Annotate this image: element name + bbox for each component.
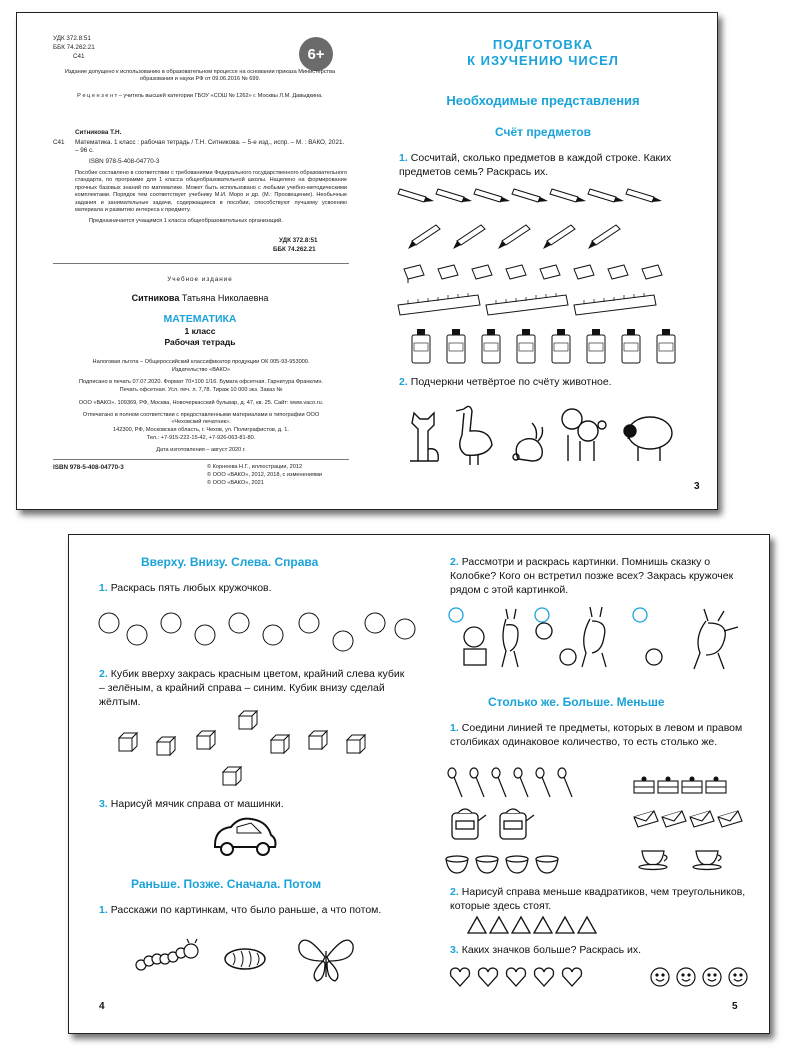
book-description: Пособие составлено в соответствии с требованиями Федерального государственного образовательного стандарта, по программе для 1 класса общеобразовательной школы. Нацелено на формирование прочных базовых знаний по математике. Может быть использовано с любыми учебно-методическими комплектами. Порядок тем соответствует учебнику М.И. Моро и др. (М.: Просвещение). Необычные задания и занимательные задачи, содержащиеся в пособии, способствуют лучшему усвоению материала и развитию интереса к предмету.	[75, 170, 347, 214]
cups-row	[639, 851, 721, 870]
goose-icon	[456, 406, 492, 465]
divider-bottom	[53, 459, 349, 460]
spread-pages-2-3	[16, 12, 718, 510]
spoon-icon	[536, 768, 550, 797]
printer-phone: Тел.: +7-915-222-15-42, +7-926-063-81-80.	[146, 435, 256, 441]
glue-bottle-icon	[587, 329, 605, 363]
task-color-cubes	[99, 667, 405, 709]
heart-icon[interactable]	[535, 968, 554, 986]
smiley-icon[interactable]	[651, 968, 669, 986]
copyright-illustrations: © Корнеева Н.Г., иллюстрации, 2012	[207, 464, 303, 470]
signs-row	[450, 967, 750, 989]
circle-shape[interactable]	[99, 613, 119, 633]
bowl-icon	[446, 856, 468, 873]
circle-shape[interactable]	[333, 631, 353, 651]
printer-address: 142300, РФ, Московская область, г. Чехов, ул. Полиграфистов, д. 1.	[113, 427, 289, 433]
cup-icon	[693, 851, 721, 870]
envelope-icon	[718, 811, 742, 827]
task-count-items	[399, 151, 689, 179]
envelopes-row	[634, 811, 742, 827]
car-icon	[211, 815, 281, 861]
eraser-icon	[506, 265, 526, 279]
triangle-shape	[578, 917, 596, 933]
poodle-icon	[562, 409, 606, 461]
triangle-shape	[534, 917, 552, 933]
imprint-page	[17, 13, 368, 509]
age-rating-badge: 6+	[299, 37, 333, 71]
cube-shape[interactable]	[223, 767, 241, 785]
kettle-icon	[452, 809, 486, 839]
eraser-icon	[404, 265, 424, 283]
task-number: 2.	[99, 668, 108, 680]
pencil-icon	[550, 189, 586, 202]
page-4	[69, 535, 420, 1033]
life-cycle-pictures	[135, 931, 375, 985]
spread-pages-4-5	[68, 534, 770, 1034]
task-number: 1.	[399, 152, 408, 164]
made-date: Дата изготовления – август 2020 г.	[156, 447, 246, 453]
catalog-author: Ситникова Т.Н.	[75, 129, 122, 136]
task-kolobok	[450, 555, 750, 597]
bbk-code: ББК 74.262.21	[53, 44, 95, 51]
caterpillar-icon	[136, 939, 198, 970]
triangle-shape	[490, 917, 508, 933]
glue-bottle-icon	[447, 329, 465, 363]
circle-shape[interactable]	[229, 613, 249, 633]
task-text: Подчеркни четвёртое по счёту животное.	[410, 376, 612, 388]
pencils-row	[398, 183, 698, 213]
author-given-names: Татьяна Николаевна	[181, 293, 269, 303]
ruler-icon	[574, 293, 656, 315]
edition-type: Учебное издание	[167, 276, 233, 283]
smiley-icon[interactable]	[703, 968, 721, 986]
task-draw-ball	[99, 797, 399, 811]
catalog-entry: Математика. 1 класс : рабочая тетрадь / Т.Н. Ситникова. – 5-е изд., испр. – М. : ВАКО, 2021. – 96 с.	[75, 139, 345, 154]
tax-info: Налоговая льгота – Общероссийский классификатор продукции ОК 005-93-953000.	[92, 359, 310, 365]
heart-icon[interactable]	[451, 968, 470, 986]
section-title-comparison: Столько же. Больше. Меньше	[488, 695, 665, 709]
cube-shape[interactable]	[309, 731, 327, 749]
eraser-icon	[472, 265, 492, 279]
task-fourth-animal	[399, 375, 689, 389]
task-number: 2.	[399, 376, 408, 388]
cube-shape[interactable]	[271, 735, 289, 753]
cube-shape[interactable]	[197, 731, 215, 749]
task-tell-story	[99, 903, 399, 917]
left-column-items	[446, 767, 586, 879]
task-number: 1.	[99, 582, 108, 594]
chapter-title-line1: ПОДГОТОВКА	[492, 37, 594, 52]
rulers-row	[398, 291, 698, 325]
catalog-code: С41	[53, 139, 65, 146]
author-full-name	[61, 293, 339, 303]
pencil-icon	[588, 189, 624, 202]
bowl-icon	[476, 856, 498, 873]
approval-text: Издание допущено к использованию в образовательном процессе на основании приказа Министерства образования и науки РФ от 09.06.2016 № 699.	[64, 69, 336, 83]
bowl-icon	[536, 856, 558, 873]
glue-bottle-icon	[552, 329, 570, 363]
pen-icon	[408, 225, 440, 249]
kolobok-pictures	[448, 607, 748, 677]
task-text: Кубик вверху закрась красным цветом, крайний слева кубик – зелёным, а крайний справа – синим. Кубик внизу сделай жёлтым.	[99, 668, 405, 708]
circles-group	[99, 603, 399, 663]
triangle-shape	[556, 917, 574, 933]
envelope-icon	[634, 811, 658, 827]
author-code: С41	[73, 53, 85, 60]
udk-code: УДК 372.8:51	[53, 35, 91, 42]
section-title-position: Вверху. Внизу. Слева. Справа	[141, 555, 319, 569]
spoon-icon	[514, 768, 528, 797]
print-info: Печать офсетная. Усл. печ. л. 7,78. Тираж 10 000 экз. Заказ №	[119, 387, 283, 393]
pen-icon	[588, 225, 620, 249]
spoon-icon	[448, 768, 462, 797]
task-text: Нарисуй мячик справа от машинки.	[110, 798, 284, 810]
task-text: Рассмотри и раскрась картинки. Помнишь сказку о Колобке? Кого он встретил позже всех? Закрась кружочек рядом с этой картинкой.	[450, 556, 734, 596]
pencil-icon	[398, 189, 434, 202]
task-number: 1.	[450, 722, 459, 734]
bowl-icon	[506, 856, 528, 873]
cubes-group	[119, 711, 379, 791]
book-type: Рабочая тетрадь	[164, 337, 236, 347]
book-grade: 1 класс	[184, 326, 216, 336]
divider	[53, 263, 349, 264]
udk-code-2: УДК 372.8:51	[279, 237, 318, 244]
cake-icon	[658, 777, 678, 793]
page-5	[420, 535, 771, 1033]
task-text: Каких значков больше? Раскрась их.	[461, 944, 642, 956]
cake-icon	[634, 777, 654, 793]
task-number: 3.	[99, 798, 108, 810]
glue-bottle-icon	[657, 329, 675, 363]
section-title: Необходимые представления	[446, 93, 640, 108]
printed-at: Отпечатано в полном соответствии с предоставленными материалами в типографии ООО «Чеховский печатник».	[82, 412, 320, 426]
glue-bottle-icon	[482, 329, 500, 363]
page-number: 5	[732, 1001, 738, 1012]
task-connect-items	[450, 721, 756, 749]
isbn-line: ISBN 978-5-408-04770-3	[89, 158, 160, 165]
circle-shape[interactable]	[161, 613, 181, 633]
pens-row	[408, 223, 708, 253]
task-count-signs	[450, 943, 750, 957]
ruler-icon	[486, 293, 568, 315]
copyright-publisher: © ООО «ВАКО», 2012, 2018, с изменениями	[207, 472, 322, 478]
page-number: 3	[694, 481, 700, 492]
eraser-icon	[574, 265, 594, 279]
triangle-shape	[512, 917, 530, 933]
glue-bottle-icon	[517, 329, 535, 363]
page-3	[368, 13, 719, 509]
erasers-row	[402, 261, 702, 285]
eraser-icon	[608, 265, 628, 279]
publisher-address: ООО «ВАКО». 109369, РФ, Москва, Новочеркасский бульвар, д. 47, кв. 25. Сайт: www.vaco.ru.	[78, 400, 324, 406]
publisher-name: Издательство «ВАКО»	[171, 367, 231, 373]
spoon-icon	[470, 768, 484, 797]
glue-bottles-row	[412, 329, 702, 369]
cube-shape[interactable]	[157, 737, 175, 755]
spoon-icon	[558, 768, 572, 797]
task-number: 1.	[99, 904, 108, 916]
kettles-row	[452, 809, 534, 839]
eraser-icon	[642, 265, 662, 279]
eraser-icon	[438, 265, 458, 279]
kolobok-with-hare-icon	[464, 609, 518, 667]
page-number: 4	[99, 1001, 105, 1012]
circle-shape[interactable]	[263, 625, 283, 645]
answer-circle[interactable]	[633, 608, 647, 622]
pencil-icon	[512, 189, 548, 202]
cube-shape[interactable]	[347, 735, 365, 753]
spoon-icon	[492, 768, 506, 797]
glue-bottle-icon	[622, 329, 640, 363]
pencil-icon	[474, 189, 510, 202]
heart-icon[interactable]	[563, 968, 582, 986]
task-text: Раскрась пять любых кружочков.	[110, 582, 272, 594]
answer-circle[interactable]	[449, 608, 463, 622]
envelope-icon	[690, 811, 714, 827]
task-text: Расскажи по картинкам, что было раньше, а что потом.	[110, 904, 382, 916]
author-surname: Ситникова	[131, 293, 180, 303]
cat-icon	[410, 413, 438, 461]
glue-bottle-icon	[412, 329, 430, 363]
circle-shape[interactable]	[299, 613, 319, 633]
task-text: Нарисуй справа меньше квадратиков, чем треугольников, которые здесь стоят.	[450, 886, 746, 912]
audience-text: Предназначается учащимся 1 класса общеобразовательных организаций.	[89, 218, 283, 224]
pen-icon	[453, 225, 485, 249]
task-number: 2.	[450, 556, 459, 568]
circle-shape[interactable]	[127, 625, 147, 645]
right-column-items	[634, 771, 754, 875]
bowls-row	[446, 856, 558, 873]
circle-shape[interactable]	[395, 619, 415, 639]
pencil-icon	[436, 189, 472, 202]
spoons-row	[448, 768, 572, 797]
cocoon-icon	[225, 949, 265, 969]
copyright-current: © ООО «ВАКО», 2021	[207, 480, 264, 486]
subsection-title: Счёт предметов	[494, 125, 592, 139]
pen-icon	[543, 225, 575, 249]
kolobok-with-wolf-icon	[646, 609, 738, 669]
kettle-icon	[500, 809, 534, 839]
envelope-icon	[662, 811, 686, 827]
task-number: 3.	[450, 944, 459, 956]
butterfly-icon	[299, 940, 353, 981]
heart-icon[interactable]	[507, 968, 526, 986]
cake-icon	[706, 777, 726, 793]
sheep-icon	[624, 417, 672, 461]
book-title: МАТЕМАТИКА	[163, 313, 237, 325]
animals-row	[398, 399, 698, 469]
cube-shape[interactable]	[119, 733, 137, 751]
circle-shape[interactable]	[365, 613, 385, 633]
triangles-row	[468, 915, 598, 935]
cube-shape[interactable]	[239, 711, 257, 729]
answer-circle[interactable]	[535, 608, 549, 622]
chapter-title-line2: К ИЗУЧЕНИЮ ЧИСЕЛ	[467, 53, 619, 68]
reviewer-text: Р е ц е н з е н т – учитель высшей категории ГБОУ «СОШ № 1262» г. Москвы Л.М. Давыдкина.	[77, 93, 323, 99]
cake-icon	[682, 777, 702, 793]
triangle-shape	[468, 917, 486, 933]
heart-icon[interactable]	[479, 968, 498, 986]
eraser-icon	[540, 265, 560, 279]
pencil-icon	[626, 189, 662, 202]
print-sign: Подписано в печать 07.07.2020. Формат 70×100 1/16. Бумага офсетная. Гарнитура Франклин.	[79, 379, 323, 385]
rabbit-icon	[513, 423, 543, 461]
pen-icon	[498, 225, 530, 249]
smiley-icon[interactable]	[677, 968, 695, 986]
task-text: Соедини линией те предметы, которых в левом и правом столбиках одинаковое количество, то есть столько же.	[450, 722, 743, 748]
ruler-icon	[398, 293, 480, 315]
smiley-icon[interactable]	[729, 968, 747, 986]
bbk-code-2: ББК 74.262.21	[273, 246, 316, 253]
isbn-bottom: ISBN 978-5-408-04770-3	[53, 464, 124, 471]
task-color-circles	[99, 581, 399, 595]
task-number: 2.	[450, 886, 459, 898]
task-text: Сосчитай, сколько предметов в каждой строке. Каких предметов семь? Раскрась их.	[399, 152, 672, 178]
section-title-sequence: Раньше. Позже. Сначала. Потом	[131, 877, 322, 891]
cakes-row	[634, 777, 726, 793]
circle-shape[interactable]	[195, 625, 215, 645]
cup-icon	[639, 851, 667, 870]
task-draw-squares	[450, 885, 756, 913]
